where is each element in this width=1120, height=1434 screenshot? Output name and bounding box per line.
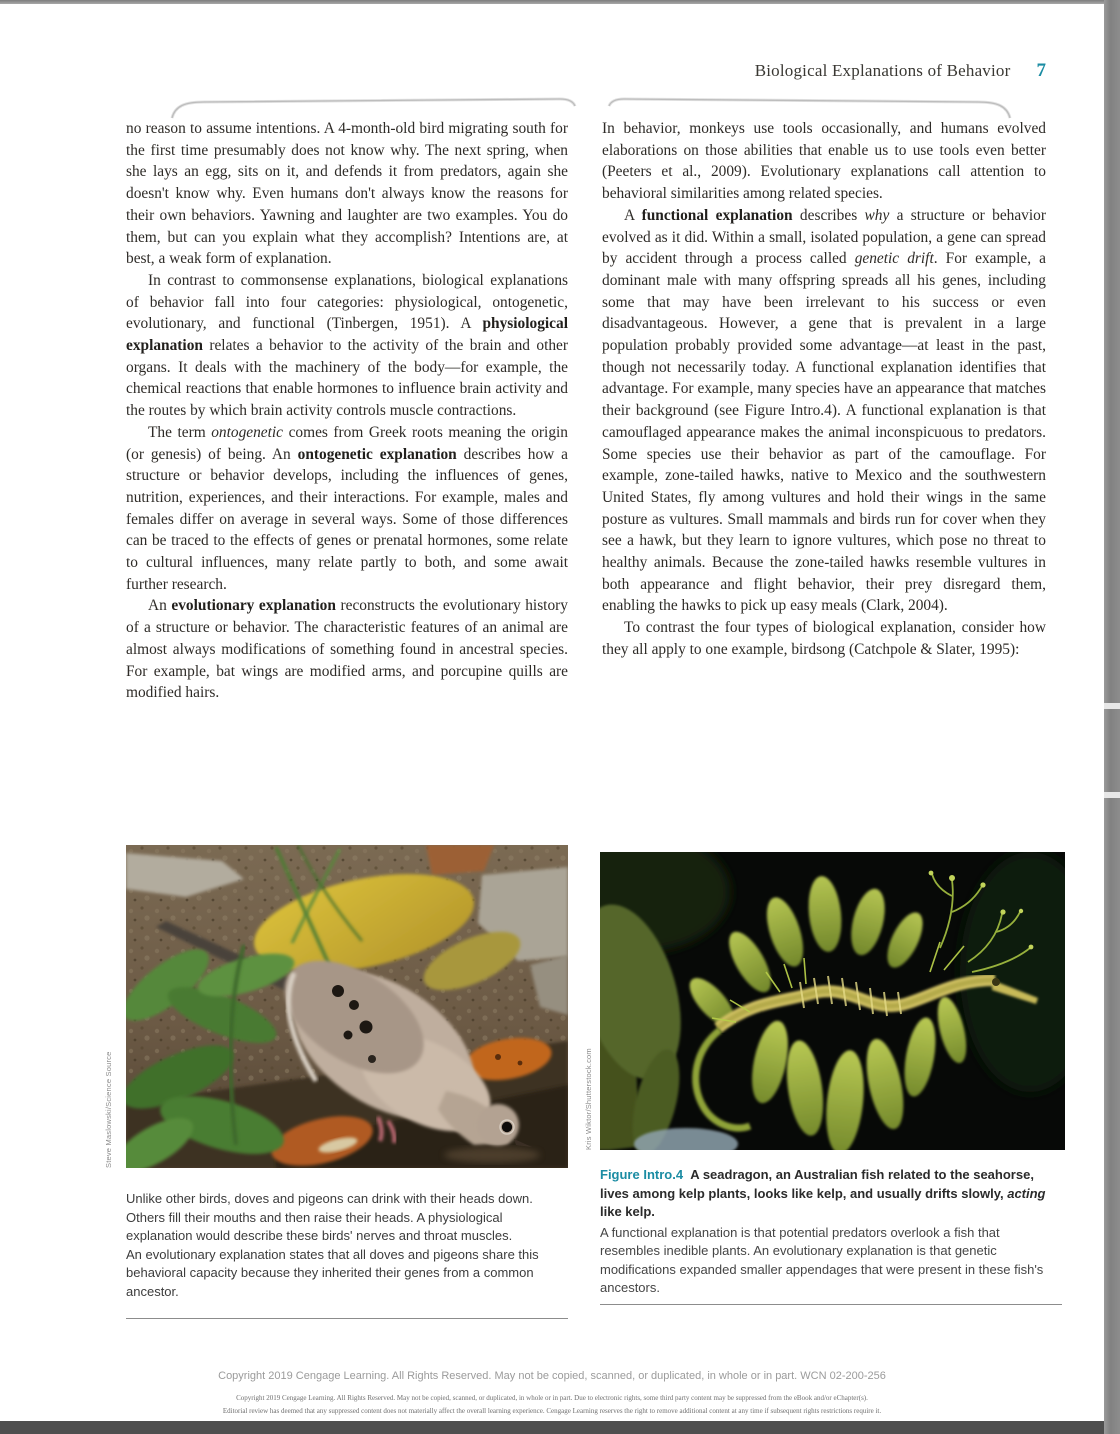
page-bottom-edge — [0, 1421, 1104, 1434]
page-number: 7 — [1036, 60, 1046, 81]
figure-label: Figure Intro.4 — [600, 1167, 684, 1182]
photo-credit-seadragon: Kris Wiktor/Shutterstock.com — [584, 1048, 593, 1150]
dove-caption — [126, 1190, 568, 1301]
page-top-edge — [0, 0, 1120, 4]
copyright-line: Copyright 2019 Cengage Learning. All Rights Reserved. May not be copied, scanned, or duplicated, in whole or in part. WCN 02-200-256 — [218, 1370, 886, 1382]
photo-credit-dove: Steve Maslowski/Science Source — [104, 1051, 113, 1168]
dove-photo — [126, 845, 568, 1168]
paragraph: In contrast to commonsense explanations, biological explanations of behavior fall into four categories: physiological, ontogenetic, evolutionary, and functional (Tinbergen, 1951). A physiological explanation relates a behavior to the activity of the brain and other organs. It deals with the machinery of the body—for example, the chemical reactions that enable hormones to influence brain activity and the routes by which brain activity controls muscle contractions. — [126, 271, 568, 420]
figure-caption-body: A functional explanation is that potential predators overlook a fish that resembles inedible plants. An evolutionary explanation is that genetic modifications expanded smaller appendages that were present in these fish's ancestors. — [600, 1224, 1044, 1295]
paragraph: To contrast the four types of biological explanation, consider how they all apply to one example, birdsong (Catchpole & Slater, 1995): — [602, 619, 1046, 658]
seadragon-caption — [600, 1166, 1062, 1298]
seadragon-photo — [600, 852, 1065, 1150]
legal-line-1: Copyright 2019 Cengage Learning. All Rights Reserved. May not be copied, scanned, or duplicated, in whole or in part. Due to electronic rights, some third party content may be suppressed from the eBook and/or eChapter(s). — [236, 1394, 868, 1402]
page-stack-edge — [1104, 0, 1120, 1434]
paragraph: An evolutionary explanation reconstructs the evolutionary history of a structure or behavior. The characteristic features of an animal are almost always modifications of something found in ancestral species. For example, bat wings are modified arms, and porcupine quills are modified hairs. — [126, 597, 568, 702]
caption-divider-left — [126, 1318, 568, 1319]
paragraph: no reason to assume intentions. A 4-month-old bird migrating south for the first time presumably does not know why. The next spring, when she lays an egg, sits on it, and defends it from predators, again she doesn't know why. Even humans don't always know the reasons for their own behaviors. Yawning and laughter are two examples. You do them, but can you explain what they accomplish? Intentions are, at best, a weak form of explanation. — [126, 120, 568, 268]
text-column-left — [126, 118, 568, 704]
page-edge-notch — [1104, 792, 1120, 798]
paragraph: In behavior, monkeys use tools occasionally, and humans evolved elaborations on those abilities that enable us to use tools even better (Peeters et al., 2009). Evolutionary explanations call attention to behavioral similarities among related species. — [602, 120, 1046, 203]
figure-caption-heading: Figure Intro.4 A seadragon, an Australian fish related to the seahorse, lives among kelp plants, looks like kelp, and usually drifts slowly, acting like kelp. — [600, 1167, 1046, 1219]
legal-line-2: Editorial review has deemed that any suppressed content does not materially affect the overall learning experience. Cengage Learning reserves the right to remove additional content at any time if subsequent rights restrictions require it. — [222, 1407, 882, 1415]
paragraph: A functional explanation describes why a structure or behavior evolved as it did. Within a small, isolated population, a gene can spread by accident through a process called genetic drift. For example, a dominant male with many offspring spreads all his genes, including some that may have been irrelevant to his success or even disadvantageous. However, a gene that is prevalent in a large population probably provided some advantage—at least in the past, though not necessarily today. A functional explanation identifies that advantage. For example, many species have an appearance that matches their background (see Figure Intro.4). A functional explanation is that camouflaged appearance makes the animal inconspicuous to predators. Some species use their behavior as part of the camouflage. For example, zone-tailed hawks, native to Mexico and the southwestern United States, fly among vultures and hold their wings in the same posture as vultures. Small mammals and birds run for cover when they see a hawk, but they learn to ignore vultures, which pose no threat to healthy animals. Because the zone-tailed hawks resemble vultures in both appearance and flight behavior, their prey disregard them, enabling the hawks to pick up easy meals (Clark, 2004). — [602, 206, 1046, 615]
paragraph: The term ontogenetic comes from Greek roots meaning the origin (or genesis) of being. An ontogenetic explanation describes how a structure or behavior develops, including the influences of genes, nutrition, experiences, and their interactions. For example, males and females differ on average in several ways. Some of those differences can be traced to the effects of genes or prenatal hormones, some relate to cultural influences, many relate partly to both, and some await further research. — [126, 423, 569, 593]
text-column-right — [602, 118, 1046, 661]
caption-paragraph: An evolutionary explanation states that all doves and pigeons share this behavioral capacity because they inherited their genes from a common ancestor. — [126, 1246, 539, 1299]
caption-paragraph: Unlike other birds, doves and pigeons can drink with their heads down. Others fill their mouths and then raise their heads. A physiological explanation would describe these birds' nerves and throat muscles. — [126, 1191, 533, 1243]
caption-divider-right — [600, 1304, 1062, 1305]
chapter-header-title: Biological Explanations of Behavior — [754, 61, 1011, 80]
page-edge-notch — [1104, 703, 1120, 709]
running-header — [0, 60, 1046, 82]
